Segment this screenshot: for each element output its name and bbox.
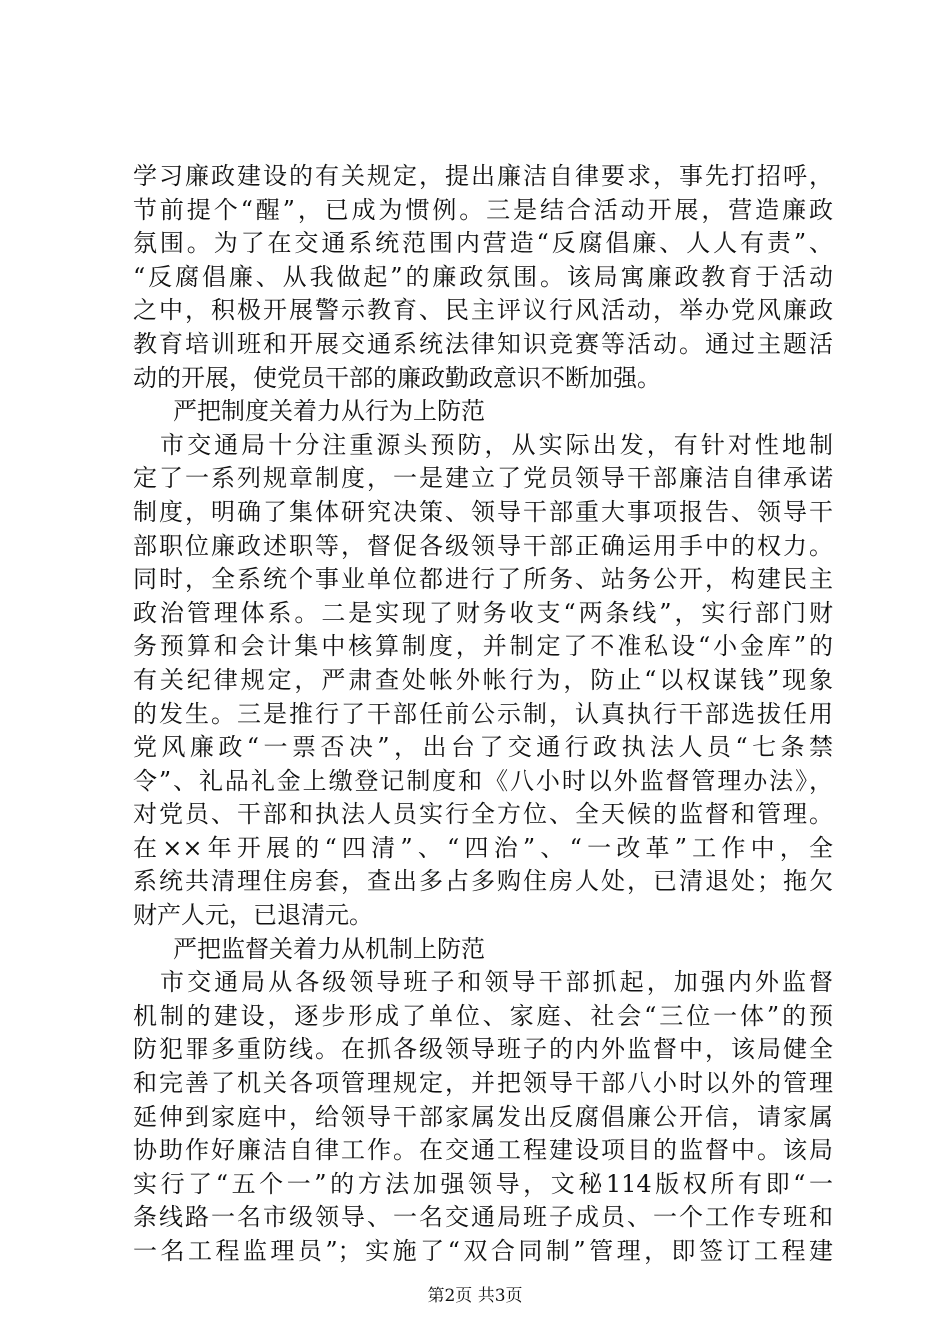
text-line: 节前提个“醒”，已成为惯例。三是结合活动开展，营造廉政 <box>133 195 833 224</box>
text-line: 延伸到家庭中，给领导干部家属发出反腐倡廉公开信，请家属 <box>133 1102 833 1131</box>
text-line: 务预算和会计集中核算制度，并制定了不准私设“小金库”的 <box>133 632 833 661</box>
text-line: 机制的建设，逐步形成了单位、家庭、社会“三位一体”的预 <box>133 1001 833 1030</box>
text-line: 有关纪律规定，严肃查处帐外帐行为，防止“以权谋钱”现象 <box>133 665 833 694</box>
text-line: 实行了“五个一”的方法加强领导，文秘114版权所有即“一 <box>133 1169 833 1198</box>
text-line: 部职位廉政述职等，督促各级领导干部正确运用手中的权力。 <box>133 531 833 560</box>
text-line: 党风廉政“一票否决”，出台了交通行政执法人员“七条禁 <box>133 733 833 762</box>
section-heading: 严把监督关着力从机制上防范 <box>173 934 485 963</box>
text-line: 定了一系列规章制度，一是建立了党员领导干部廉洁自律承诺 <box>133 464 833 493</box>
text-line: 的发生。三是推行了干部任前公示制，认真执行干部选拔任用 <box>133 699 833 728</box>
text-line: 市交通局十分注重源头预防，从实际出发，有针对性地制 <box>133 430 833 459</box>
text-line: 对党员、干部和执法人员实行全方位、全天候的监督和管理。 <box>133 800 833 829</box>
text-line: 一名工程监理员”；实施了“双合同制”管理，即签订工程建 <box>133 1237 833 1265</box>
text-line: 同时，全系统个事业单位都进行了所务、站务公开，构建民主 <box>133 565 833 594</box>
text-line: 系统共清理住房套，查出多占多购住房人处，已清退处；拖欠 <box>133 867 833 896</box>
text-line: 制度，明确了集体研究决策、领导干部重大事项报告、领导干 <box>133 497 833 526</box>
page-footer: 第2页 共3页 <box>427 1286 523 1306</box>
text-line: 之中，积极开展警示教育、民主评议行风活动，举办党风廉政 <box>133 296 833 325</box>
text-line: 防犯罪多重防线。在抓各级领导班子的内外监督中，该局健全 <box>133 1035 833 1064</box>
text-line: 政治管理体系。二是实现了财务收支“两条线”，实行部门财 <box>133 598 833 627</box>
text-line: 市交通局从各级领导班子和领导干部抓起，加强内外监督 <box>133 968 833 997</box>
document-body <box>133 160 833 1269</box>
text-line: 学习廉政建设的有关规定，提出廉洁自律要求，事先打招呼， <box>133 162 833 190</box>
section-heading: 严把制度关着力从行为上防范 <box>173 397 485 426</box>
text-line: 和完善了机关各项管理规定，并把领导干部八小时以外的管理 <box>133 1069 833 1098</box>
text-line: 财产人元，已退清元。 <box>133 901 373 930</box>
text-line: 教育培训班和开展交通系统法律知识竞赛等活动。通过主题活 <box>133 329 833 358</box>
text-line: 令”、礼品礼金上缴登记制度和《八小时以外监督管理办法》， <box>133 766 833 795</box>
text-line: 氛围。为了在交通系统范围内营造“反腐倡廉、人人有责”、 <box>133 229 833 258</box>
text-line: “反腐倡廉、从我做起”的廉政氛围。该局寓廉政教育于活动 <box>133 262 833 291</box>
text-line: 动的开展，使党员干部的廉政勤政意识不断加强。 <box>133 363 661 392</box>
text-line: 协助作好廉洁自律工作。在交通工程建设项目的监督中。该局 <box>133 1136 833 1165</box>
text-line: 在××年开展的“四清”、“四治”、“一改革”工作中，全 <box>133 833 833 862</box>
text-line: 条线路一名市级领导、一名交通局班子成员、一个工作专班和 <box>133 1203 833 1232</box>
